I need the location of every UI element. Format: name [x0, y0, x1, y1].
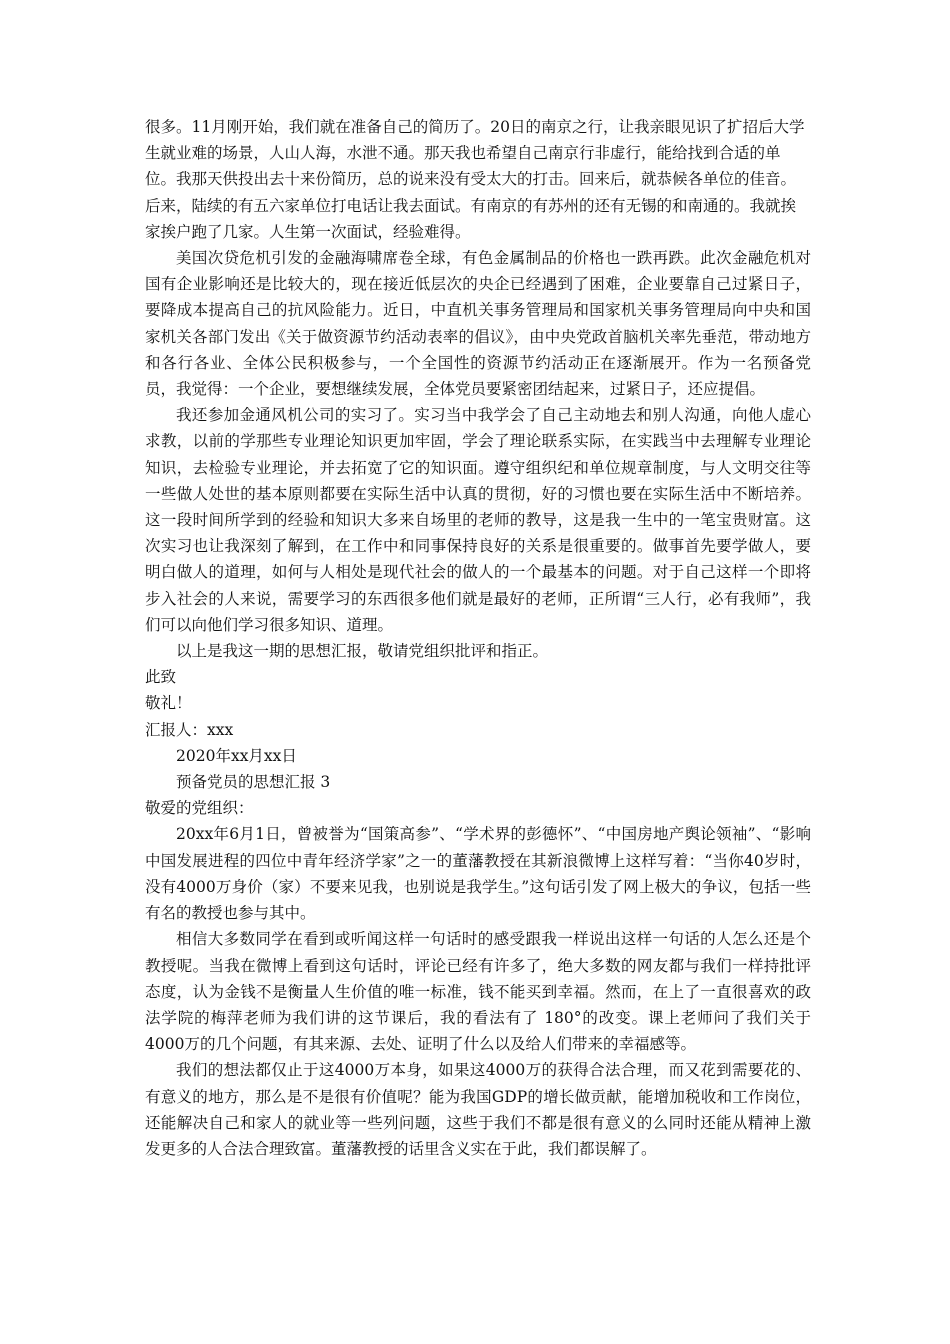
- paragraph-4: 以上是我这一期的思想汇报，敬请党组织批评和指正。: [176, 642, 549, 661]
- salutation: 敬爱的党组织：: [145, 799, 254, 818]
- report-date: 2020年xx月xx日: [176, 746, 297, 765]
- paragraph-6: 相信大多数同学在看到或听闻这样一句话时的感受跟我一样说出这样一句话的人怎么还是个教授呢。当我在微博上看到这句话时，评论已经有许多了，绝大多数的网友都与我们一样持批评态度，认为金钱不是衡量人生价值的唯一标准，钱不能买到幸福。然而，在上了一直很喜欢的政法学院的梅萍老师为我们讲的这节课后，我的看法有了 180°的改变。课上老师问了我们关于4000万的几个问题，有其来源、去处、证明了什么以及给人们带来的幸福感等。: [145, 930, 811, 1054]
- closing-line-2: 敬礼！: [145, 694, 192, 713]
- reporter-signature: 汇报人：xxx: [145, 720, 234, 739]
- paragraph-2: 美国次贷危机引发的金融海啸席卷全球，有色金属制品的价格也一跌再跌。此次金融危机对国有企业影响还是比较大的，现在接近低层次的央企已经遇到了困难，企业要靠自己过紧日子，要降成本提高自己的抗风险能力。近日，中直机关事务管理局和国家机关事务管理局向中央和国家机关各部门发出《关于做资源节约活动表率的倡议》，由中央党政首脑机关率先垂范，带动地方和各行各业、全体公民积极参与，一个全国性的资源节约活动正在逐渐展开。作为一名预备党员，我觉得：一个企业，要想继续发展，全体党员要紧密团结起来，过紧日子，还应提倡。: [145, 249, 811, 399]
- closing-line-1: 此致: [145, 668, 177, 687]
- document-page: [145, 114, 811, 1162]
- paragraph-7: 我们的想法都仅止于这4000万本身，如果这4000万的获得合法合理，而又花到需要花的、有意义的地方，那么是不是很有价值呢？能为我国GDP的增长做贡献，能增加税收和工作岗位，还能解决自己和家人的就业等一些列问题，这些于我们不都是很有意义的么同时还能从精神上激发更多的人合法合理致富。董藩教授的话里含义实在于此，我们都误解了。: [145, 1061, 811, 1158]
- paragraph-1: 很多。11月刚开始，我们就在准备自己的简历了。20日的南京之行，让我亲眼见识了扩招后大学生就业难的场景，人山人海，水泄不通。那天我也希望自己南京行非虚行，能给找到合适的单位。我那天供投出去十来份简历，总的说来没有受太大的打击。回来后，就恭候各单位的佳音。后来，陆续的有五六家单位打电话让我去面试。有南京的有苏州的还有无锡的和南通的。我就挨家挨户跑了几家。人生第一次面试，经验难得。: [145, 118, 805, 241]
- paragraph-5: 20xx年6月1日，曾被誉为“国策高参”、“学术界的彭德怀”、“中国房地产舆论领袖”、“影响中国发展进程的四位中青年经济学家”之一的董藩教授在其新浪微博上这样写着：“当你40岁时，没有4000万身价（家）不要来见我，也别说是我学生。”这句话引发了网上极大的争议，包括一些有名的教授也参与其中。: [145, 825, 811, 923]
- section-heading: 预备党员的思想汇报 3: [176, 773, 331, 792]
- paragraph-3: 我还参加金通风机公司的实习了。实习当中我学会了自己主动地去和别人沟通，向他人虚心求教，以前的学那些专业理论知识更加牢固，学会了理论联系实际，在实践当中去理解专业理论知识，去检验专业理论，并去拓宽了它的知识面。遵守组织纪和单位规章制度，与人文明交往等一些做人处世的基本原则都要在实际生活中认真的贯彻，好的习惯也要在实际生活中不断培养。这一段时间所学到的经验和知识大多来自场里的老师的教导，这是我一生中的一笔宝贵财富。这次实习也让我深刻了解到，在工作中和同事保持良好的关系是很重要的。做事首先要学做人，要明白做人的道理，如何与人相处是现代社会的做人的一个最基本的问题。对于自己这样一个即将步入社会的人来说，需要学习的东西很多他们就是最好的老师，正所谓“三人行，必有我师”，我们可以向他们学习很多知识、道理。: [145, 406, 811, 634]
